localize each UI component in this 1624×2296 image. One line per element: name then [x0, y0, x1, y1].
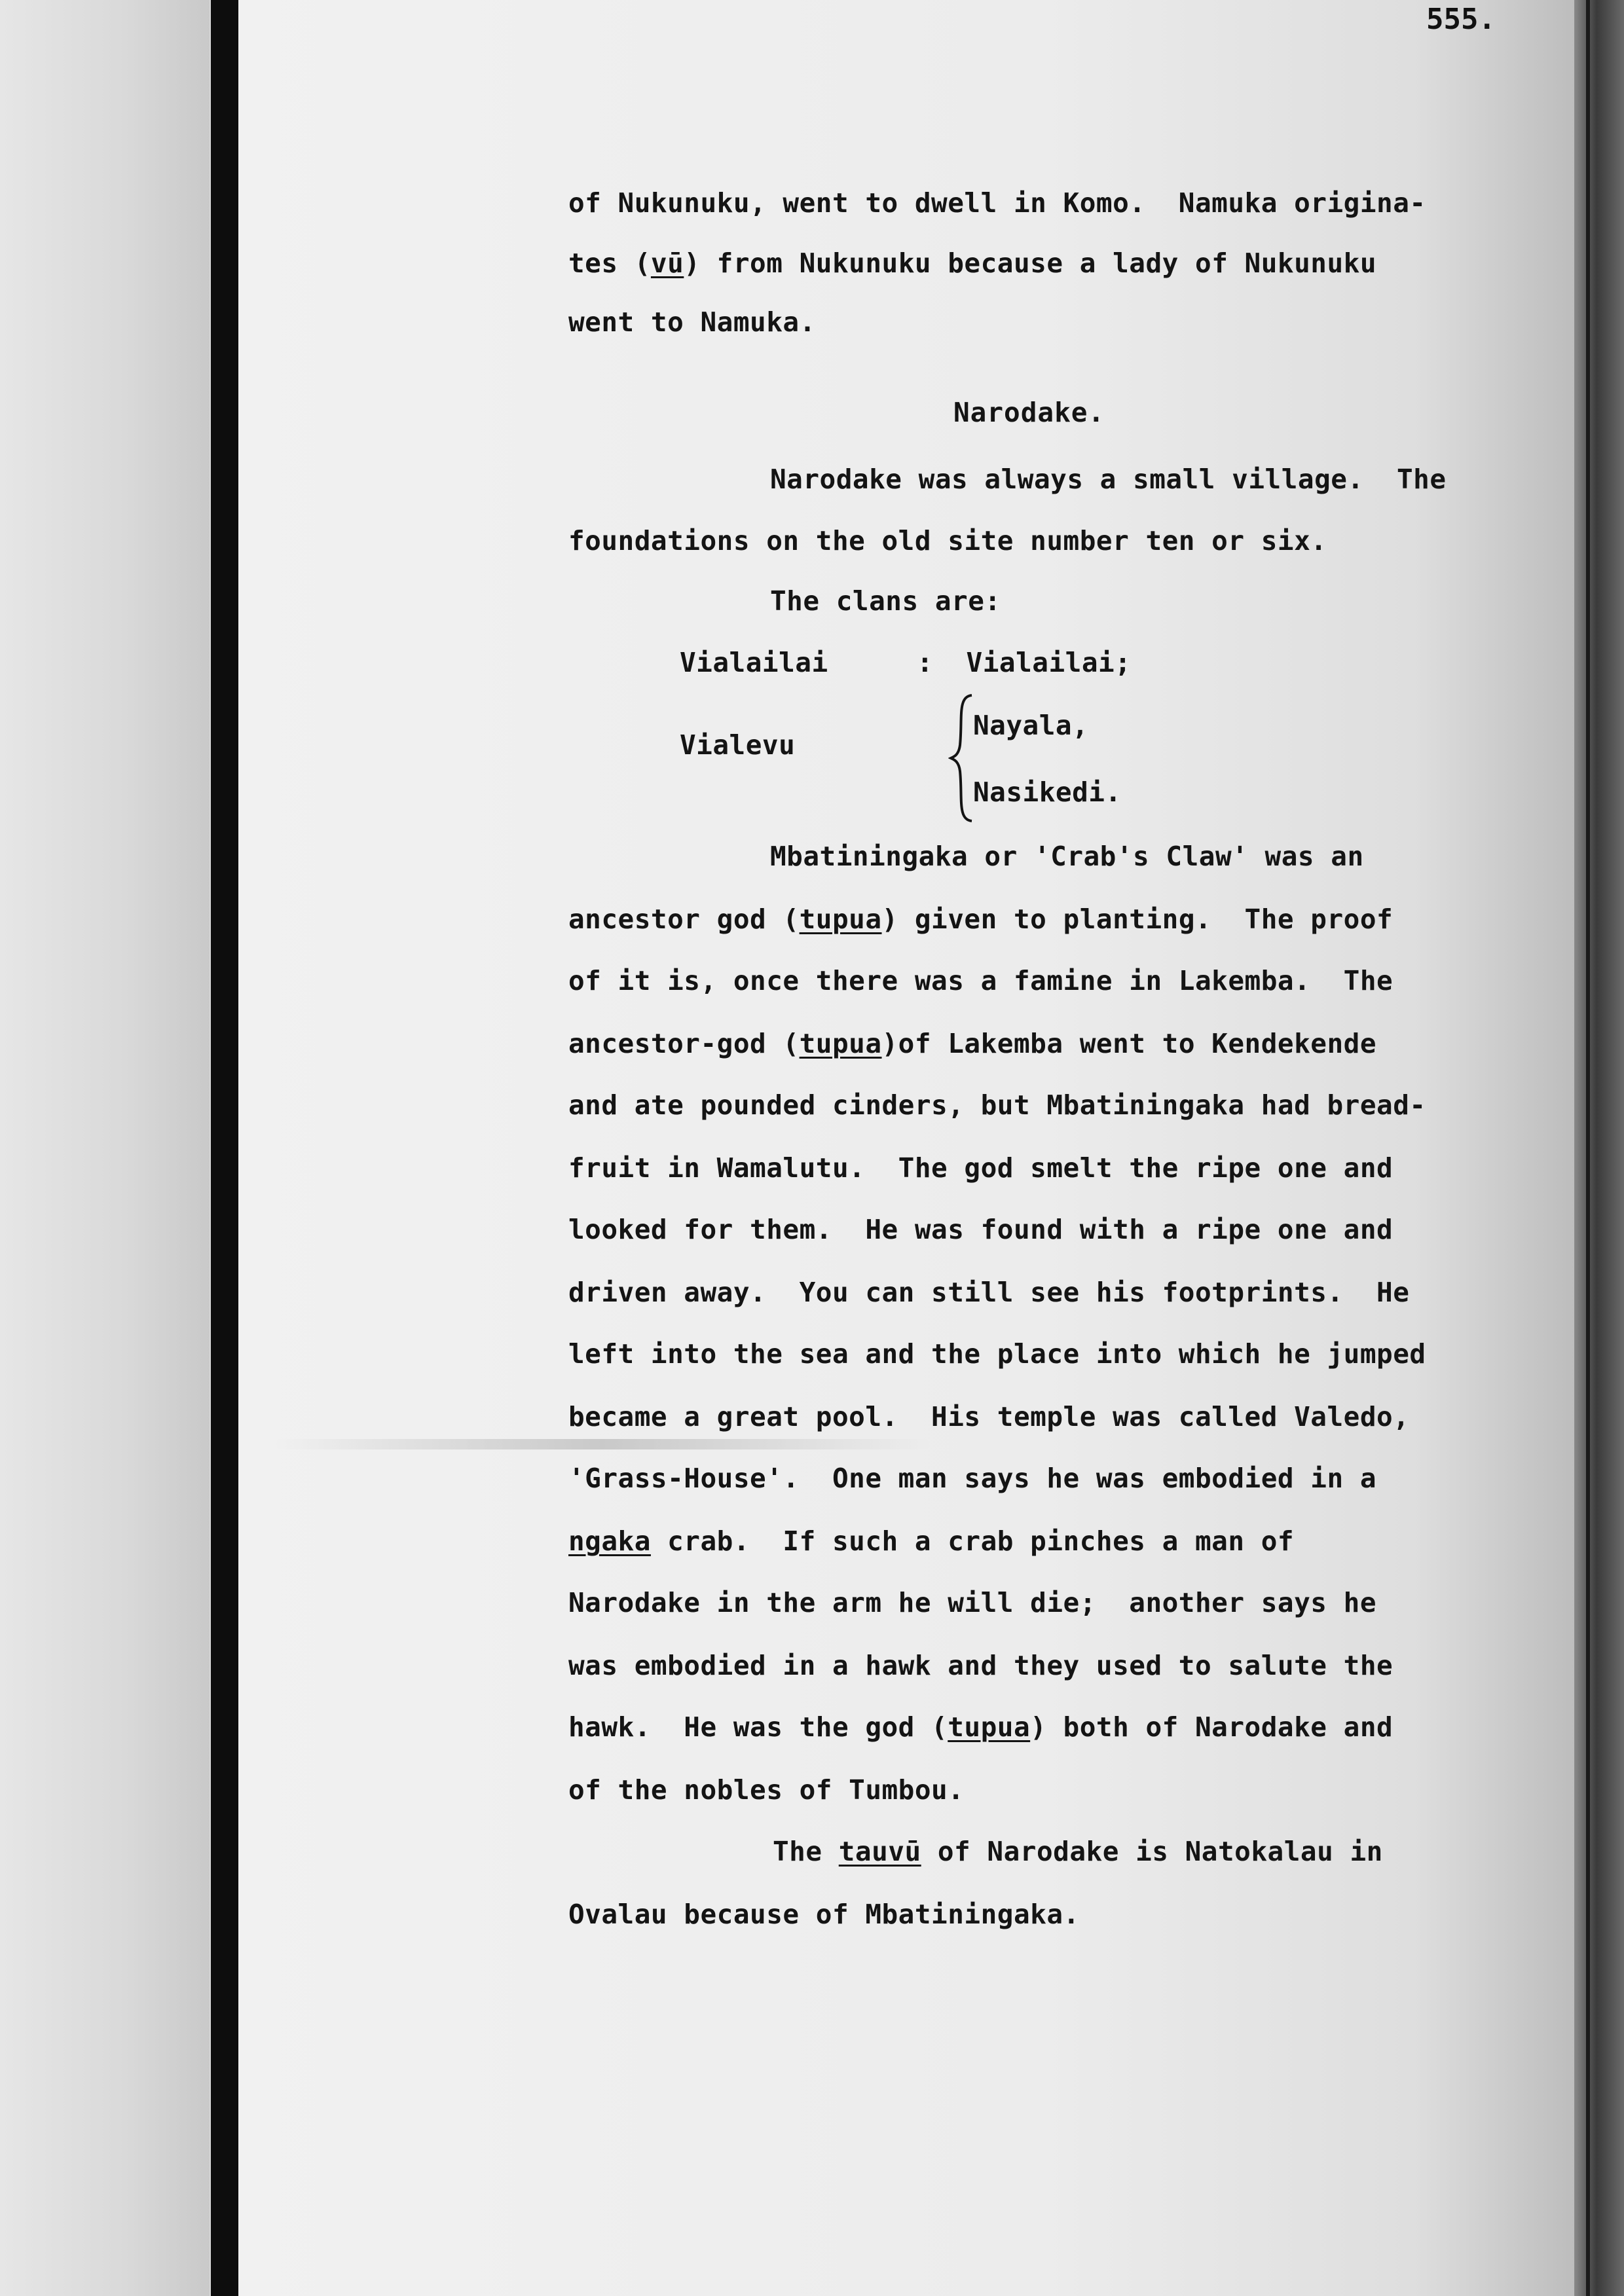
underlined-word: tupua: [799, 903, 882, 935]
text-line: [568, 1465, 1376, 1492]
underlined-word: ngaka: [568, 1525, 651, 1557]
clan-name: [680, 729, 796, 761]
text-line: [568, 1279, 1409, 1306]
text-run: of the nobles of Tumbou.: [568, 1774, 965, 1806]
clan-subdivision: [917, 649, 1131, 676]
paper-smudge: [275, 1439, 930, 1449]
text-run: crab. If such a crab pinches a man of: [650, 1525, 1295, 1557]
clan-subdivision: [973, 776, 1122, 808]
text-line: [568, 1901, 1080, 1928]
text-run: looked for them. He was found with a ripe one and: [568, 1214, 1393, 1245]
text-run: Narodake.: [953, 397, 1105, 428]
text-line: [568, 1711, 1393, 1743]
text-run: of it is, once there was a famine in Lakemba. The: [568, 965, 1393, 996]
text-run: driven away. You can still see his footprints. He: [568, 1277, 1410, 1308]
clan-name: [680, 649, 828, 676]
text-run: : Vialailai;: [917, 647, 1132, 678]
text-run: ) both of Narodake and: [1030, 1711, 1393, 1743]
text-run: tes (: [568, 247, 651, 279]
text-line: [770, 843, 1364, 870]
text-run: ancestor god (: [568, 903, 800, 935]
text-line: [568, 1587, 1377, 1618]
text-line: [568, 903, 1393, 935]
text-run: Nayala,: [973, 710, 1089, 741]
text-run: ) from Nukunuku because a lady of Nukunuku: [684, 247, 1377, 279]
text-run: Mbatiningaka or 'Crab's Claw' was an: [770, 841, 1364, 872]
text-run: and ate pounded cinders, but Mbatiningaka had bread-: [568, 1089, 1426, 1121]
section-heading: [953, 399, 1105, 426]
text-run: was embodied in a hawk and they used to salute the: [568, 1650, 1393, 1681]
text-line: [568, 1216, 1393, 1243]
text-run: Vialailai: [680, 647, 828, 678]
text-line: [773, 1838, 1383, 1865]
binding-spine: [211, 0, 238, 2296]
text-line: [568, 525, 1327, 556]
text-line: [568, 187, 1426, 219]
text-line: [770, 585, 1001, 617]
text-line: [770, 466, 1447, 493]
text-run: Vialevu: [680, 729, 796, 761]
text-line: [568, 965, 1393, 996]
underlined-word: vū: [650, 247, 684, 279]
text-run: became a great pool. His temple was called Valedo,: [568, 1401, 1410, 1432]
text-line: [568, 1652, 1393, 1679]
page-edge-shadow: [1574, 0, 1624, 2296]
text-line: [568, 1030, 1376, 1057]
text-run: of Nukunuku, went to dwell in Komo. Namuka origina-: [568, 187, 1426, 219]
text-run: Ovalau because of Mbatiningaka.: [568, 1899, 1080, 1930]
text-run: The clans are:: [770, 585, 1001, 617]
text-run: fruit in Wamalutu. The god smelt the ripe one and: [568, 1152, 1393, 1184]
text-run: left into the sea and the place into which he jumped: [568, 1338, 1426, 1370]
text-line: [568, 1152, 1393, 1184]
curly-brace-icon: [948, 693, 974, 824]
underlined-word: tupua: [799, 1028, 882, 1059]
text-run: went to Namuka.: [568, 306, 816, 338]
text-run: The: [773, 1836, 839, 1867]
text-run: Nasikedi.: [973, 776, 1122, 808]
text-line: [568, 1089, 1426, 1121]
text-run: ancestor-god (: [568, 1028, 800, 1059]
text-run: foundations on the old site number ten or six.: [568, 525, 1327, 556]
text-line: [568, 247, 1377, 279]
underlined-word: tauvū: [838, 1836, 921, 1867]
left-facing-page: [0, 0, 210, 2296]
text-run: Narodake was always a small village. The: [770, 464, 1447, 495]
text-run: )of Lakemba went to Kendekende: [881, 1028, 1377, 1059]
text-run: 'Grass-House'. One man says he was embodied in a: [568, 1463, 1377, 1494]
text-line: [568, 1525, 1295, 1557]
text-line: [568, 1774, 965, 1806]
text-line: [568, 1401, 1410, 1432]
underlined-word: tupua: [948, 1711, 1031, 1743]
document-page: [238, 0, 1574, 2296]
clan-subdivision: [973, 712, 1088, 739]
text-run: of Narodake is Natokalau in: [921, 1836, 1383, 1867]
text-line: [568, 306, 816, 338]
text-run: hawk. He was the god (: [568, 1711, 948, 1743]
text-line: [568, 1338, 1426, 1370]
page-number: 555.: [1426, 3, 1496, 36]
text-run: ) given to planting. The proof: [881, 903, 1393, 935]
text-run: Narodake in the arm he will die; another says he: [568, 1587, 1377, 1618]
